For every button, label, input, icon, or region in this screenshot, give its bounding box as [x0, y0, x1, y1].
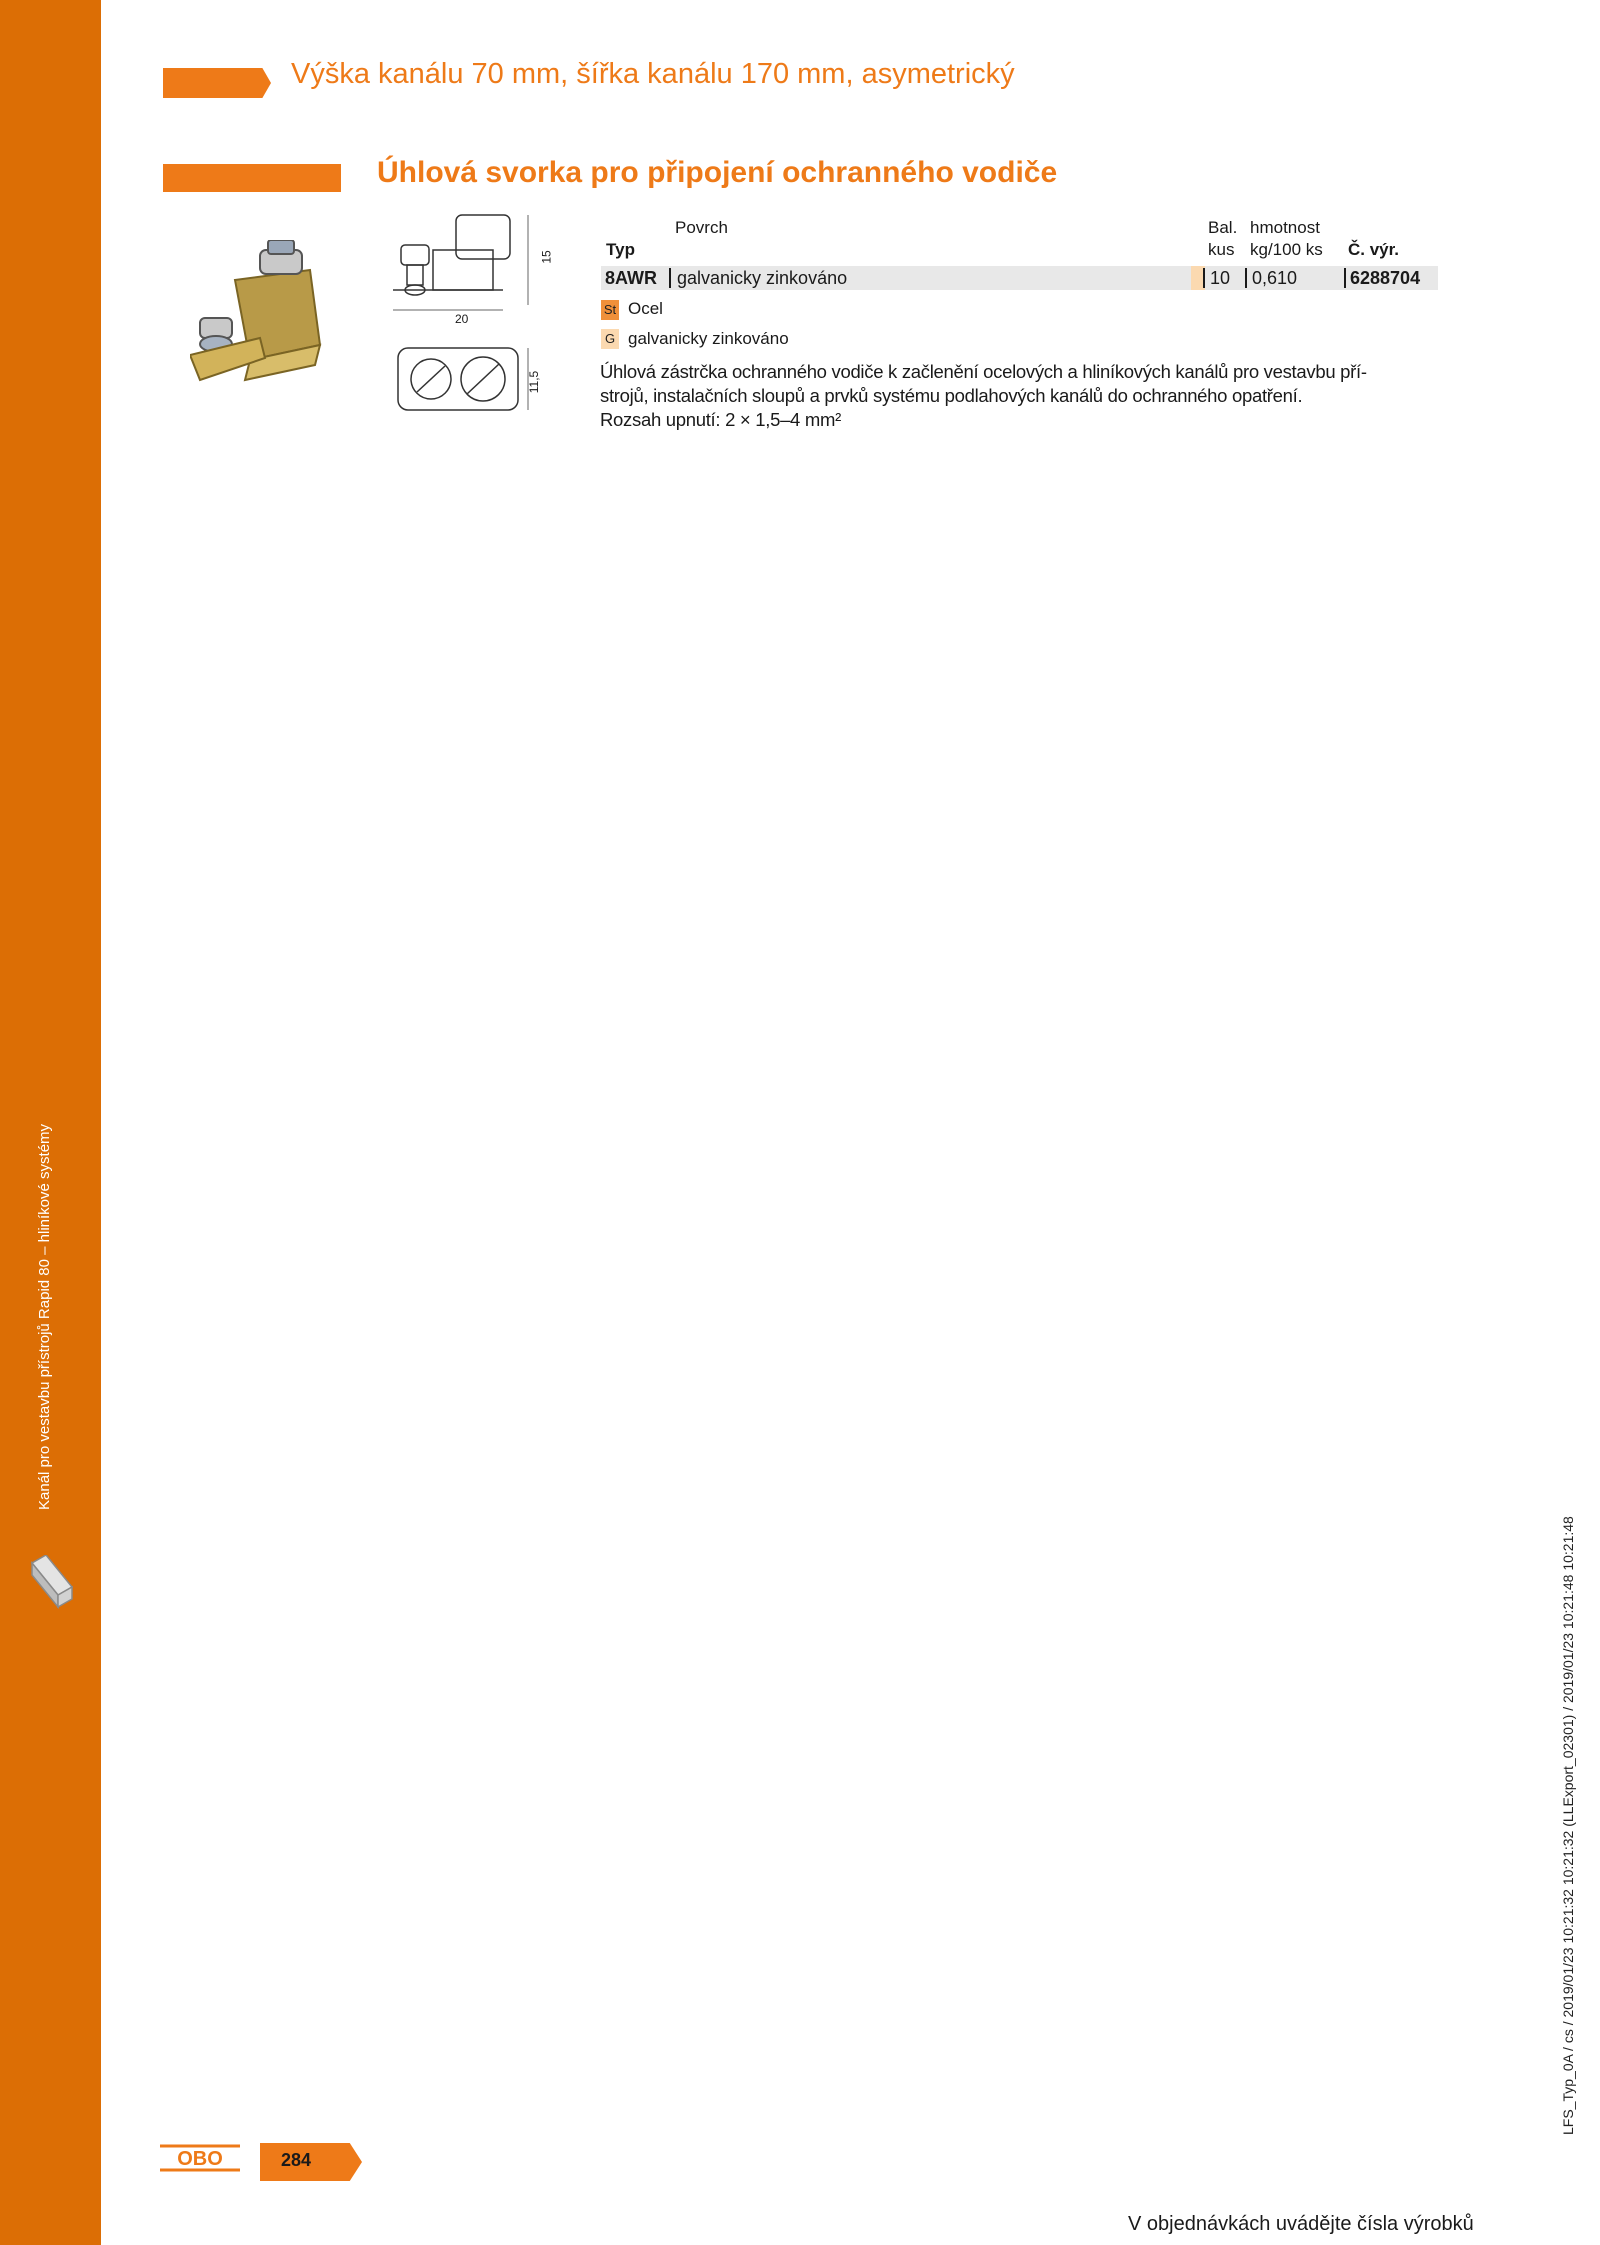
- material-label-galvanized: galvanicky zinkováno: [628, 329, 789, 348]
- material-badge-galvanized: G: [601, 329, 619, 349]
- material-label-steel: Ocel: [628, 299, 663, 318]
- cable-channel-icon: [28, 1555, 76, 1620]
- column-divider: [1203, 268, 1205, 288]
- col-header-weight-2: kg/100 ks: [1250, 240, 1323, 259]
- description-line: Úhlová zástrčka ochranného vodiče k začlenění ocelových a hliníkových kanálů pro vestavbu pří-: [600, 361, 1367, 382]
- side-view-drawing: [393, 210, 553, 335]
- logo-text: OBO: [177, 2148, 223, 2170]
- cell-weight: 0,610: [1252, 268, 1298, 288]
- page-title: Výška kanálu 70 mm, šířka kanálu 170 mm, asymetrický: [291, 58, 1015, 90]
- cell-article: 6288704: [1350, 268, 1421, 288]
- col-header-pack-2: kus: [1208, 240, 1235, 259]
- sidebar-title: Kanál pro vestavbu přístrojů Rapid 80 – hliníkové systémy: [36, 1123, 53, 1510]
- material-badge-steel: St: [601, 300, 619, 320]
- dimension-width: 20: [455, 312, 469, 326]
- cell-type: 8AWR: [605, 268, 658, 288]
- section-marker: [163, 164, 341, 192]
- col-header-article: Č. výr.: [1348, 240, 1400, 259]
- sidebar: [0, 0, 101, 2245]
- footer-note: V objednávkách uvádějte čísla výrobků: [1128, 2213, 1474, 2235]
- dimension-height: 15: [539, 250, 554, 264]
- export-metadata: LFS_Typ_0A / cs / 2019/01/23 10:21:32 10:21:32 (LLExport_02301) / 2019/01/23 10:21:48 10:21:48: [1560, 1516, 1576, 2135]
- column-divider: [1245, 268, 1247, 288]
- page-number: 284: [281, 2150, 312, 2170]
- product-photo: [190, 240, 340, 395]
- col-header-pack-1: Bal.: [1208, 218, 1238, 237]
- product-description: [600, 360, 1440, 432]
- column-divider: [1344, 268, 1346, 288]
- col-header-surface: Povrch: [675, 218, 728, 237]
- col-header-weight-1: hmotnost: [1250, 218, 1320, 237]
- cell-surface: galvanicky zinkováno: [677, 268, 848, 288]
- obo-logo: [160, 2143, 240, 2178]
- header-marker: [163, 68, 271, 98]
- dimension-top: 11,5: [527, 370, 542, 394]
- description-line: Rozsah upnutí: 2 × 1,5–4 mm²: [600, 409, 841, 430]
- cell-pack: 10: [1210, 268, 1231, 288]
- column-divider: [669, 268, 671, 288]
- col-header-type: Typ: [606, 240, 635, 259]
- description-line: strojů, instalačních sloupů a prvků systému podlahových kanálů do ochranného opatření.: [600, 385, 1303, 406]
- section-title: Úhlová svorka pro připojení ochranného vodiče: [377, 156, 1058, 189]
